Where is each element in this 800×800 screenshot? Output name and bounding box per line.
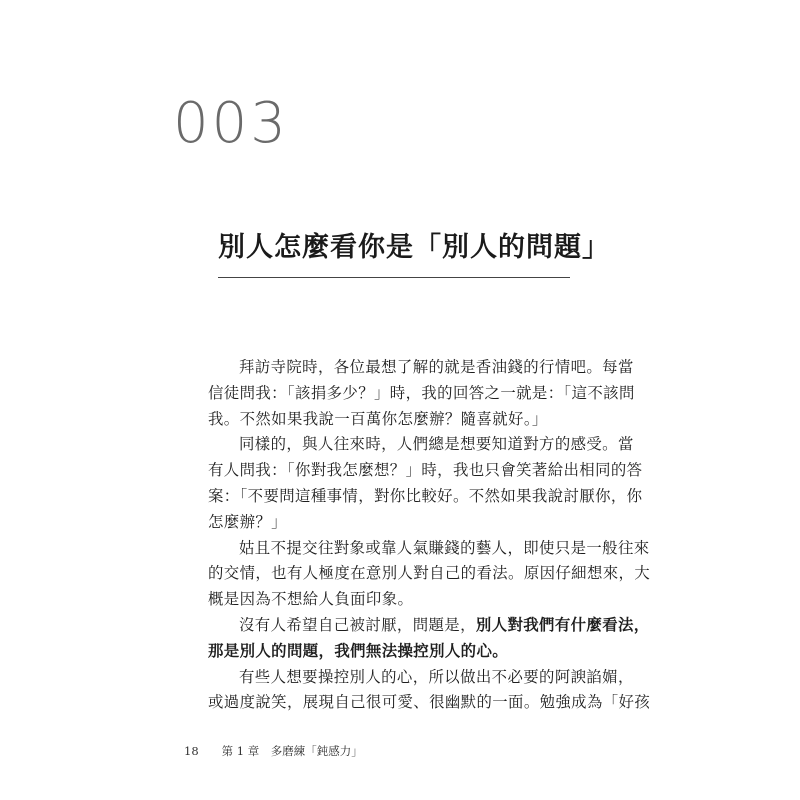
text-line [208,407,582,433]
text-run: 同樣的，與人往來時，人們總是想要知道對方的感受。當 [239,435,634,454]
text-line [208,355,634,381]
title-divider [218,277,570,278]
text-line [208,536,650,562]
running-chapter-title: 第 1 章 多磨練「鈍感力」 [221,744,363,758]
text-line [208,613,650,639]
page-footer [184,743,363,759]
emphasis-run: 那是別人的問題，我們無法操控別人的心。 [208,641,509,660]
chapter-number: 003 [173,91,289,156]
text-run: 沒有人希望自己被討厭，問題是， [239,615,476,634]
text-run: 概是因為不想給人負面印象。 [208,590,414,609]
text-line [208,381,635,407]
text-run: 信徒問我：「該捐多少？」時，我的回答之一就是：「這不該問 [208,383,635,402]
text-run: 有人問我：「你對我怎麼想？」時，我也只會笑著給出相同的答 [208,461,643,480]
text-line [208,639,582,665]
text-line [208,432,634,458]
text-run: 姑且不提交往對象或靠人氣賺錢的藝人，即使只是一般往來 [239,538,650,557]
text-run: 或過度說笑，展現自己很可愛、很幽默的一面。勉強成為「好孩 [208,693,651,712]
text-run: 怎麼辦？」 [208,512,287,531]
text-run: 拜訪寺院時，各位最想了解的就是香油錢的行情吧。每當 [239,358,634,376]
text-line [208,665,634,691]
emphasis-run: 別人對我們有什麼看法， [475,615,650,634]
text-line [208,587,582,613]
body-text [208,355,651,716]
page-number: 18 [184,744,199,758]
text-run: 的交情，也有人極度在意別人對自己的看法。原因仔細想來，大 [208,564,651,583]
text-run: 我。不然如果我說一百萬你怎麼辦？隨喜就好。」 [208,409,548,428]
text-line [208,561,651,587]
text-run: 案：「不要問這種事情，對你比較好。不然如果我說討厭你，你 [208,486,643,505]
text-line [208,510,582,536]
text-line [208,690,651,716]
text-line [208,458,643,484]
text-run: 有些人想要操控別人的心，所以做出不必要的阿諛諂媚， [239,667,634,686]
page-title: 別人怎麼看你是「別人的問題」 [218,232,610,263]
text-line [208,484,643,510]
